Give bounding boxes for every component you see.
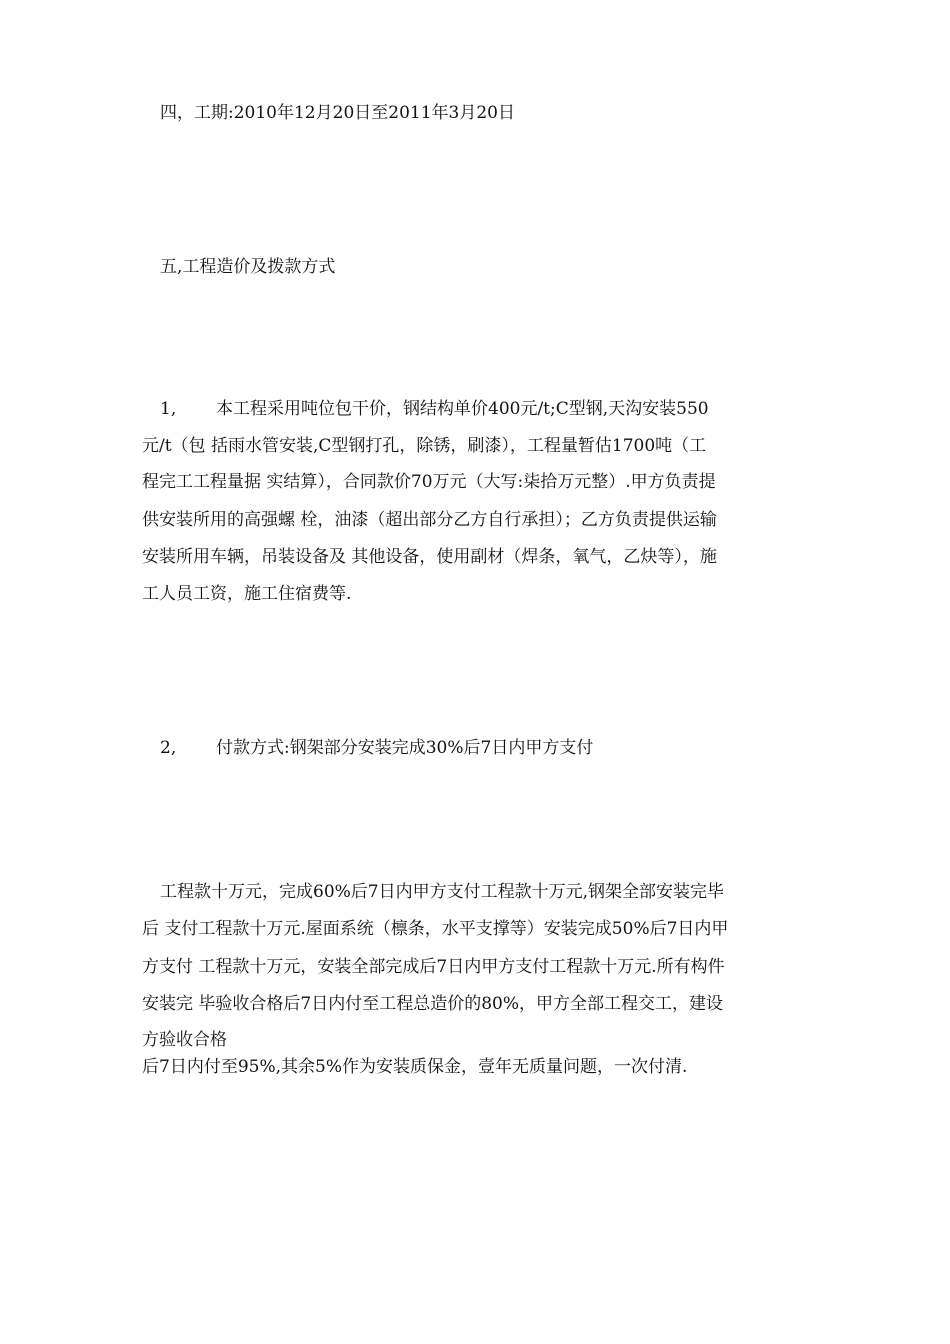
item-1-line: 供安装所用的高强螺 栓，油漆（超出部分乙方自行承担）；乙方负责提供运输 xyxy=(142,510,717,530)
item-1-line: 元/t（包 括雨水管安装,C型钢打孔，除锈，刷漆），工程量暂估1700吨（工 xyxy=(142,436,707,456)
item-1-line: 工人员工资，施工住宿费等. xyxy=(142,584,352,604)
payment-tail-line: 后7日内付至95%,其余5%作为安装质保金，壹年无质量问题，一次付清. xyxy=(142,1057,688,1077)
item-2-number: 2, xyxy=(160,738,177,758)
item-1-line: 安装所用车辆，吊装设备及 其他设备，使用副材（焊条，氧气，乙炔等），施 xyxy=(142,547,717,567)
payment-line: 安装完 毕验收合格后7日内付至工程总造价的80%，甲方全部工程交工，建设 xyxy=(142,994,724,1014)
item-1-first-line: 本工程采用吨位包干价，钢结构单价400元/t;C型钢,天沟安装550 xyxy=(216,399,709,419)
payment-line: 方验收合格 xyxy=(142,1030,227,1050)
payment-line: 后 支付工程款十万元.屋面系统（檩条，水平支撑等）安装完成50%后7日内甲 xyxy=(142,919,729,939)
payment-line: 方支付 工程款十万元，安装全部完成后7日内甲方支付工程款十万元.所有构件 xyxy=(142,957,725,977)
payment-line: 工程款十万元，完成60%后7日内甲方支付工程款十万元,钢架全部安装完毕 xyxy=(160,882,725,902)
price-payment-heading: 五,工程造价及拨款方式 xyxy=(160,257,336,277)
item-2-text: 付款方式:钢架部分安装完成30%后7日内甲方支付 xyxy=(216,738,594,758)
item-1-number: 1, xyxy=(160,399,177,419)
construction-period-line: 四，工期:2010年12月20日至2011年3月20日 xyxy=(160,103,515,123)
item-1-line: 程完工工程量据 实结算），合同款价70万元（大写:柒拾万元整）.甲方负责提 xyxy=(142,472,716,492)
